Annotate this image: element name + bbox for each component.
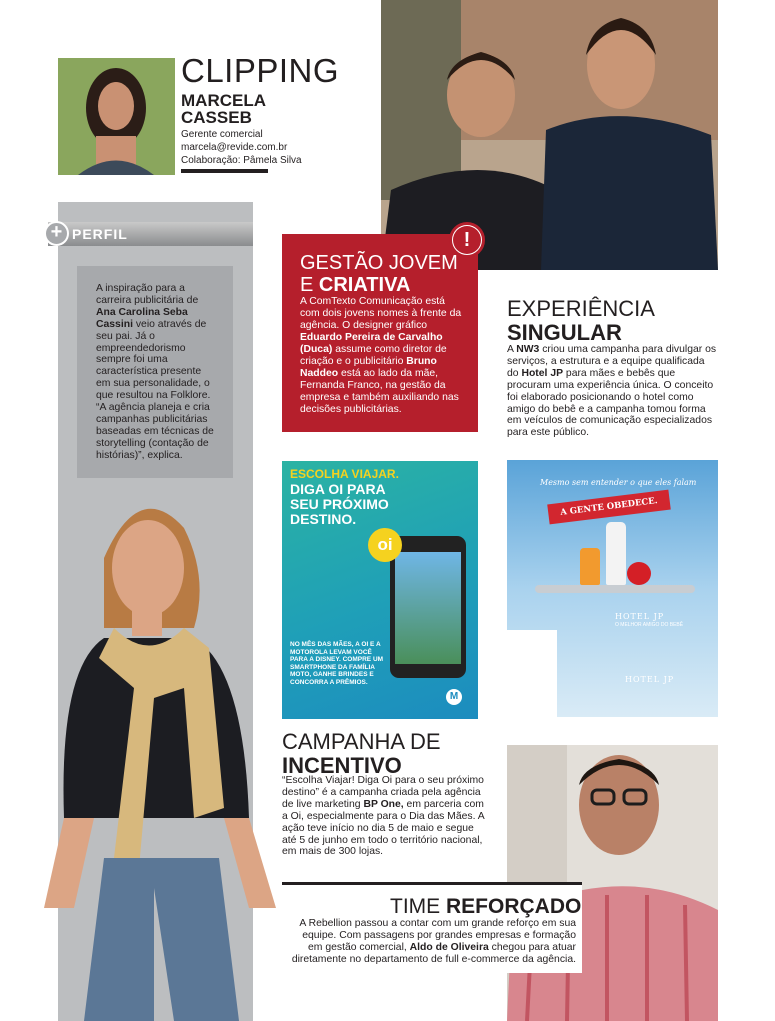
time-reforcado-title xyxy=(390,896,581,918)
campanha-text xyxy=(282,775,487,858)
author-name-line2: CASSEB xyxy=(181,108,252,127)
time-text-2: chegou para atuar diretamente no departamento de full e-commerce da agência. xyxy=(291,941,576,965)
time-reforcado-rule xyxy=(282,882,582,885)
gestao-title-emphasis: CRIATIVA xyxy=(318,274,411,296)
experiencia-text-3: para mães e bebês que procuram uma experiência única. O conceito foi elaborado posicionando o hotel como amigo do bebê e a campanha tomou forma em veículos de comunicação especializados para este público. xyxy=(507,367,714,439)
hotel-ad-name: HOTEL JP xyxy=(615,612,665,621)
author-name-line1: MARCELA xyxy=(181,91,266,110)
waiter-arm xyxy=(507,630,557,717)
gestao-text-3: está ao lado da mãe, Fernanda Franco, na gestão da empresa e também auxiliando nas decisões publicitárias. xyxy=(300,368,459,415)
motorola-logo-icon: M xyxy=(446,689,462,705)
campanha-text-1: “Escolha Viajar! Diga Oi para o seu próximo destino” é a campanha criada pela agência de live marketing xyxy=(282,775,484,810)
author-photo xyxy=(58,58,175,175)
experiencia-text-2: criou uma campanha para divulgar os serviços, a estrutura e a equipe qualificada do xyxy=(507,344,717,379)
experiencia-title: EXPERIÊNCIA xyxy=(507,296,655,321)
collaboration-credit: Colaboração: Pâmela Silva xyxy=(181,155,302,166)
perfil-text-intro: A inspiração para a carreira publicitária de xyxy=(96,283,199,306)
author-portrait-illustration xyxy=(58,58,175,175)
gestao-text-2: assume como diretor de criação e o publicitário xyxy=(300,344,447,367)
oi-ad-headline: ESCOLHA VIAJAR. xyxy=(290,467,399,481)
ana-carolina-photo xyxy=(44,488,276,1021)
gestao-name-bruno: Bruno Naddeo xyxy=(300,356,437,379)
author-info xyxy=(181,128,302,167)
time-title-prefix: TIME xyxy=(390,895,446,918)
gestao-jovem-text xyxy=(300,296,466,416)
time-title-emphasis: REFORÇADO xyxy=(446,895,582,918)
author-role: Gerente comercial xyxy=(181,129,263,140)
time-name-aldo: Aldo de Oliveira xyxy=(409,941,489,953)
gestao-text-1: A ComTexto Comunicação está com dois jovens nomes à frente da agência. O designer gráfico xyxy=(300,296,462,331)
ana-carolina-illustration xyxy=(44,488,276,1021)
author-email[interactable]: marcela@revide.com.br xyxy=(181,142,288,153)
comtexto-founders-photo xyxy=(381,0,718,270)
campanha-subtitle: INCENTIVO xyxy=(282,753,402,778)
campanha-name-bpone: BP One, xyxy=(363,798,404,810)
experiencia-name-nw3: NW3 xyxy=(516,344,540,355)
gestao-name-duca: Eduardo Pereira de Carvalho (Duca) xyxy=(300,332,443,355)
oi-logo-icon: oi xyxy=(368,528,402,562)
oi-ad-body: NO MÊS DAS MÃES, A OI E A MOTOROLA LEVAM VOCÊ PARA A DISNEY. COMPRE UM SMARTPHONE DA FAMÍLIA MOTO, GANHE BRINDES E CONCORRA A PRÊMIOS. xyxy=(290,641,384,686)
gestao-title-line2 xyxy=(300,274,458,296)
alert-icon: ! xyxy=(453,226,481,254)
perfil-person-name: Ana Carolina Seba Cassini xyxy=(96,306,188,330)
founders-illustration xyxy=(381,0,718,270)
baby-bottle-icon xyxy=(606,522,626,585)
hotel-ad-tagline: O MELHOR AMIGO DO BEBÊ xyxy=(615,622,684,628)
experiencia-text-1: A xyxy=(507,344,517,355)
apple-icon xyxy=(627,562,651,585)
oi-ad-subheadline: DIGA OI PARA SEU PRÓXIMO DESTINO. xyxy=(290,481,389,527)
time-reforcado-text xyxy=(288,918,576,966)
serving-tray-icon xyxy=(535,585,695,593)
juice-bottle-icon xyxy=(580,548,600,585)
time-text-1: A Rebellion passou a contar com um grande reforço em sua equipe. Com passagens por grandes empresas e formação em gestão comercial, xyxy=(299,918,576,953)
perfil-label: PERFIL xyxy=(72,226,128,242)
experiencia-subtitle: SINGULAR xyxy=(507,320,622,345)
perfil-text-body: veio através de seu pai. Já o empreendedorismo sempre foi uma característica presente em sua personalidade, o que resultou na Folklore. “A agência planeja e cria campanhas publicitárias baseadas em técnicas de storytelling (contação de histórias)”, explica. xyxy=(96,318,214,461)
smartphone-screen xyxy=(395,552,461,664)
campanha-title: CAMPANHA DE xyxy=(282,729,441,754)
hotel-ad-script: Mesmo sem entender o que eles falam xyxy=(540,478,697,487)
author-name xyxy=(181,92,266,126)
gestao-title-prefix: E xyxy=(300,274,319,296)
plus-icon: + xyxy=(44,221,69,246)
gestao-jovem-title xyxy=(300,252,458,296)
experiencia-name-hotel: Hotel JP xyxy=(521,367,564,379)
section-title: CLIPPING xyxy=(181,52,340,89)
perfil-text xyxy=(96,283,218,462)
campanha-text-2: em parceria com a Oi, especialmente para o Dia das Mães. A ação teve início no dia 5 de maio e segue até 5 de junho em todo o território nacional, em mais de 300 lojas. xyxy=(282,798,485,858)
experiencia-text xyxy=(507,344,717,439)
hotel-ad-ribbon: A GENTE OBEDECE. xyxy=(547,490,671,525)
hotel-jp-logo: HOTEL JP xyxy=(625,675,675,684)
gestao-title-line1: GESTÃO JOVEM xyxy=(300,252,458,274)
author-underline xyxy=(181,169,268,173)
